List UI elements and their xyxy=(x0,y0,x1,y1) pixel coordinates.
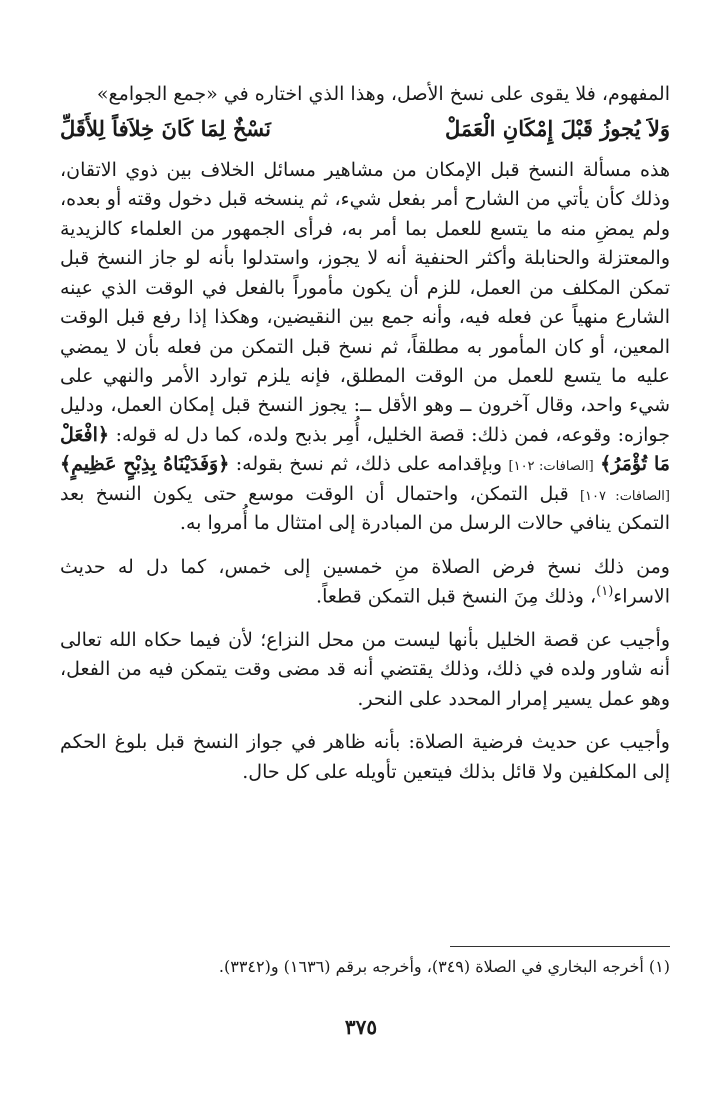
verse xyxy=(60,113,670,146)
paragraph-1-text-b: وبإقدامه على ذلك، ثم نسخ بقوله: xyxy=(235,453,503,476)
footnote: (١) أخرجه البخاري في الصلاة (٣٤٩)، وأخرجه برقم (١٦٣٦) و(٣٣٤٢). xyxy=(218,957,670,976)
paragraph-2-text: ومن ذلك نسخ فرض الصلاة منِ خمسين إلى خمس، كما دل له حديث الاسراء xyxy=(60,555,670,608)
paragraph-1-text: هذه مسألة النسخ قبل الإمكان من مشاهير مسائل الخلاف بين ذوي الاتقان، وذلك كأن يأتي من الشارح أمر بفعل شيء، ثم ينسخه قبل دخول وقته أو بعده، ولم يمضِ منه ما يتسع للعمل بما أمر به، فرأى الجمهور من العلماء كالزيدية والمعتزلة والحنابلة وأكثر الحنفية أنه لا يجوز، واستدلوا بأنه لو جاز النسخ قبل تمكن المكلف من العمل، للزم أن يكون مأموراً بالفعل في الوقت الذي عينه الشارع منهياً عن فعله فيه، وأنه جمع بين النقيضين، وهكذا إذا رفع قبل الوقت المعين، أو كان المأمور به مطلقاً، ثم نسخ قبل التمكن من فعله بأن لا يمضي عليه ما يتسع للعمل من الوقت المطلق، فإنه يلزم توارد الأمر والنهي على شيء واحد، وقال آخرون ــ وهو الأقل ــ: يجوز النسخ قبل إمكان العمل، ودليل جوازه: وقوعه، فمن ذلك: قصة الخليل، أُمِر بذبح ولده، كما دل له قوله: xyxy=(60,158,671,446)
verse-second-hemistich: نَسْخٌ لِمَا كَانَ خِلاَفاً لِلأَقَلِّ xyxy=(60,116,271,142)
paragraph-2 xyxy=(60,553,670,612)
paragraph-1 xyxy=(60,156,670,539)
paragraph-2-text-b: ، وذلك مِنَ النسخ قبل التمكن قطعاً. xyxy=(316,585,597,608)
quran-reference-1: [الصافات: ١٠٢] xyxy=(508,459,594,475)
page-number: ٣٧٥ xyxy=(344,1015,378,1039)
paragraph-1-text-c: قبل التمكن، واحتمال أن الوقت موسع حتى يكون النسخ بعد التمكن ينافي حالات الرسل من المبادرة إلى امتثال ما أُمروا به. xyxy=(60,482,670,535)
footnote-marker: (١) xyxy=(596,584,614,600)
page-body xyxy=(60,80,670,787)
paragraph-3: وأجيب عن قصة الخليل بأنها ليست من محل النزاع؛ لأن فيما حكاه الله تعالى أنه شاور ولده في ذلك، وذلك يقتضي أنه قد مضى وقت يتمكن فيه من الفعل، وهو عمل يسير إمرار المحدد على النحر. xyxy=(60,628,670,710)
footnote-divider xyxy=(450,946,670,947)
paragraph-4: وأجيب عن حديث فرضية الصلاة: بأنه ظاهر في جواز النسخ قبل بلوغ الحكم إلى المكلفين ولا قائل بذلك فيتعين تأويله على كل حال. xyxy=(60,731,670,783)
quran-reference-2: [الصافات: ١٠٧] xyxy=(579,488,670,504)
verse-first-hemistich: وَلاَ يُجوزُ قَبْلَ إِمْكَانِ الْعَمَلْ xyxy=(445,116,670,142)
quran-quote-1: ﴿افْعَلْ مَا تُؤْمَرُ﴾ xyxy=(60,423,670,476)
opening-line: المفهوم، فلا يقوى على نسخ الأصل، وهذا الذي اختاره في «جمع الجوامع» xyxy=(96,83,670,105)
quran-quote-2: ﴿وَفَدَيْنَاهُ بِذِبْحٍ عَظِيمٍ﴾ xyxy=(60,453,230,476)
